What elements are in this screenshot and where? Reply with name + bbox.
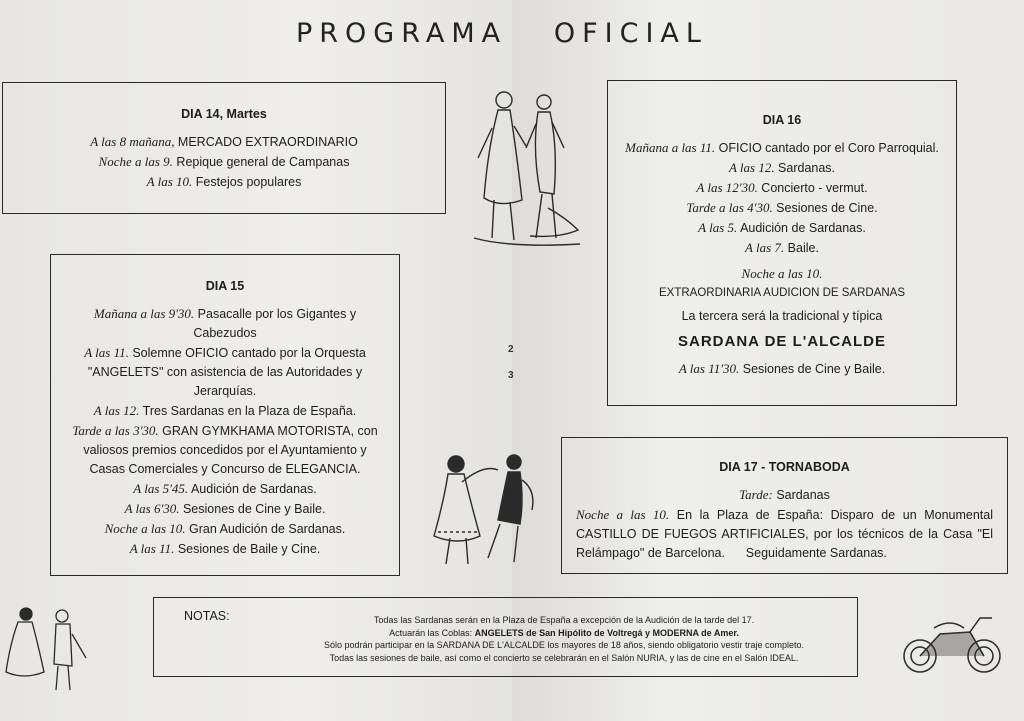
day-16-item: A las 11'30. Sesiones de Cine y Baile.: [678, 361, 886, 376]
day-16-item: Tarde a las 4'30. Sesiones de Cine.: [686, 200, 878, 215]
note-line: Sólo podrán participar en la SARDANA DE L'ALCALDE los mayores de 18 años, siendo obligatorio vestir traje completo.: [324, 640, 804, 650]
day-16-tercera: La tercera será la tradicional y típica: [681, 309, 883, 323]
day-14-item: Noche a las 9. Repique general de Campanas: [98, 154, 350, 169]
notes-label: NOTAS:: [184, 609, 230, 623]
day-16-extraordinaria: EXTRAORDINARIA AUDICION DE SARDANAS: [658, 287, 906, 299]
motorcycle-illustration: [900, 610, 1004, 676]
day-15-item: Tarde a las 3'30. GRAN GYMKHAMA MOTORISTA, con valiosos premios concedidos por el Ayuntamiento y Casas Comerciales y Concurso de ELEGANCIA.: [72, 423, 378, 476]
day-14-box: [2, 82, 446, 214]
dancers-illustration: [428, 450, 548, 572]
notes-text: [294, 614, 834, 664]
couple-illustration: [470, 88, 590, 260]
day-15-item: A las 5'45. Audición de Sardanas.: [133, 481, 317, 496]
day-15-box: [50, 254, 400, 576]
day-16-noche: Noche a las 10.: [741, 266, 823, 281]
day-15-item: A las 6'30. Sesiones de Cine y Baile.: [124, 501, 326, 516]
day-14-heading: DIA 14, Martes: [181, 107, 267, 121]
day-15-item: Noche a las 10. Gran Audición de Sardanas.: [104, 521, 346, 536]
note-line: Actuarán las Coblas: ANGELETS de San Hipólito de Voltregá y MODERNA de Amer.: [389, 627, 739, 638]
day-14-item: A las 10. Festejos populares: [146, 174, 302, 189]
page-title: PROGRAMA OFICIAL: [296, 18, 708, 49]
day-15-heading: DIA 15: [205, 279, 245, 293]
musicians-illustration: [2, 604, 88, 696]
day-16-item: A las 7. Baile.: [745, 240, 819, 255]
day-16-item: A las 5. Audición de Sardanas.: [698, 220, 866, 235]
day-15-item: A las 11. Solemne OFICIO cantado por la Orquesta "ANGELETS" con asistencia de las Autoridades y Jerarquías.: [84, 345, 366, 398]
day-17-box: [561, 437, 1008, 574]
note-line: Todas las sesiones de baile, así como el concierto se celebrarán en el Salón NURIA, y las de cine en el Salón IDEAL.: [329, 652, 799, 663]
day-16-box: [607, 80, 957, 406]
day-17-noche: Noche a las 10. En la Plaza de España: Disparo de un Monumental CASTILLO DE FUEGOS ARTIFICIALES, por los técnicos de la Casa "El Relámpago" de Barcelona. Seguidamente Sardanas.: [576, 507, 997, 560]
page-number: 2: [508, 344, 514, 355]
day-16-item: A las 12. Sardanas.: [728, 160, 836, 175]
day-17-tarde: Tarde: Sardanas: [739, 487, 830, 502]
notes-box: [153, 597, 858, 677]
day-16-heading: DIA 16: [762, 113, 802, 127]
day-14-item: A las 8 mañana, MERCADO EXTRAORDINARIO: [90, 134, 358, 149]
day-15-item: Mañana a las 9'30. Pasacalle por los Gigantes y Cabezudos: [93, 306, 357, 340]
note-line: Todas las Sardanas serán en la Plaza de España a excepción de la Audición de la tarde del 17.: [373, 615, 755, 625]
day-15-item: A las 11. Sesiones de Baile y Cine.: [129, 541, 321, 556]
day-16-item: Mañana a las 11. OFICIO cantado por el Coro Parroquial.: [625, 140, 939, 155]
day-17-heading: DIA 17 - TORNABODA: [719, 460, 850, 474]
day-15-item: A las 12. Tres Sardanas en la Plaza de España.: [93, 403, 357, 418]
sardana-alcalde-heading: SARDANA DE L'ALCALDE: [677, 333, 886, 350]
page-number: 3: [508, 370, 514, 381]
day-16-item: A las 12'30. Concierto - vermut.: [696, 180, 868, 195]
